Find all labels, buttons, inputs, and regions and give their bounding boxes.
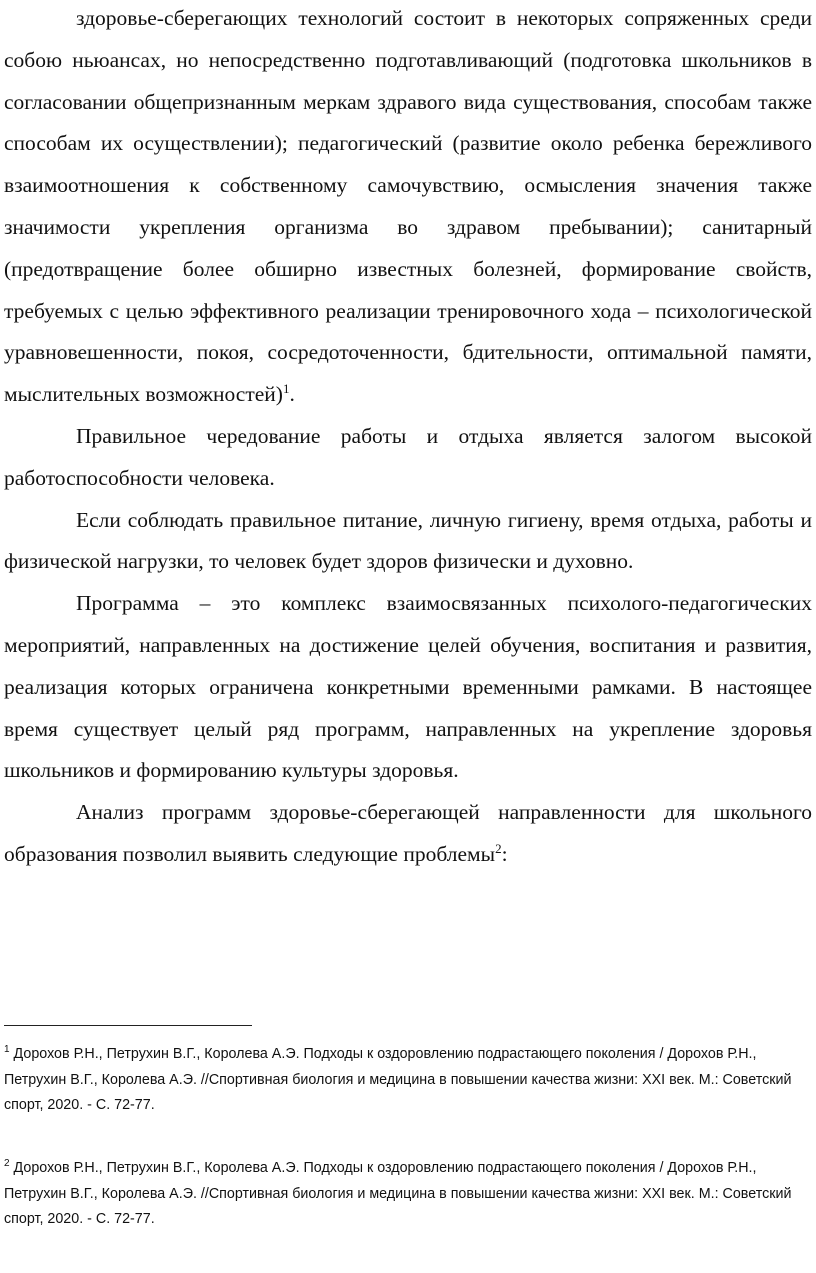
paragraph-5 (4, 792, 812, 876)
footnote-1-number: 1 (4, 1044, 10, 1056)
footnote-2-number: 2 (4, 1158, 10, 1170)
paragraph-3-text: Если соблюдать правильное питание, личную гигиену, время отдыха, работы и физической нагрузки, то человек будет здоров физически и духовно. (4, 507, 812, 574)
footnote-ref-2[interactable]: 2 (495, 840, 502, 856)
footnote-separator (4, 1025, 252, 1026)
footnote-1-text: Дорохов Р.Н., Петрухин В.Г., Королева А.Э. Подходы к оздоровлению подрастающего поколения / Дорохов Р.Н., Петрухин В.Г., Королева А.Э. //Спортивная биология и медицина в повышении качества жизни: XXI век. М.: Советский спорт, 2020. - С. 72-77. (4, 1046, 792, 1113)
paragraph-4 (4, 583, 812, 792)
paragraph-1-text: здоровье-сберегающих технологий состоит в некоторых сопряженных среди собою ньюансах, но непосредственно подготавливающий (подготовка школьников в согласовании общепризнанным меркам здравого вида существования, способам также способам их осуществлении); педагогический (развитие около ребенка бережливого взаимоотношения к собственному самочувствию, осмысления значения также значимости укрепления организма во здравом пребывании); санитарный (предотвращение более обширно известных болезней, формирование свойств, требуемых с целью эффективного реализации тренировочного хода – психологической уравновешенности, покоя, сосредоточенности, бдительности, оптимальной памяти, мыслительных возможностей) (4, 6, 812, 407)
footnote-2 (4, 1156, 812, 1233)
paragraph-5-tail: : (501, 841, 508, 866)
footnote-1 (4, 1042, 812, 1119)
paragraph-1-tail: . (289, 382, 295, 407)
paragraph-1 (4, 0, 812, 416)
paragraph-2-text: Правильное чередование работы и отдыха является залогом высокой работоспособности человека. (4, 423, 812, 490)
body-text (4, 0, 812, 876)
paragraph-4-text: Программа – это комплекс взаимосвязанных психолого-педагогических мероприятий, направленных на достижение целей обучения, воспитания и развития, реализация которых ограничена конкретными временными рамками. В настоящее время существует целый ряд программ, направленных на укрепление здоровья школьников и формированию культуры здоровья. (4, 591, 812, 783)
footnote-2-text: Дорохов Р.Н., Петрухин В.Г., Королева А.Э. Подходы к оздоровлению подрастающего поколения / Дорохов Р.Н., Петрухин В.Г., Королева А.Э. //Спортивная биология и медицина в повышении качества жизни: XXI век. М.: Советский спорт, 2020. - С. 72-77. (4, 1160, 792, 1227)
paragraph-5-text: Анализ программ здоровье-сберегающей направленности для школьного образования позволил выявить следующие проблемы (4, 800, 812, 866)
paragraph-3 (4, 500, 812, 584)
footnote-ref-1[interactable]: 1 (282, 381, 290, 397)
paragraph-2 (4, 416, 812, 500)
